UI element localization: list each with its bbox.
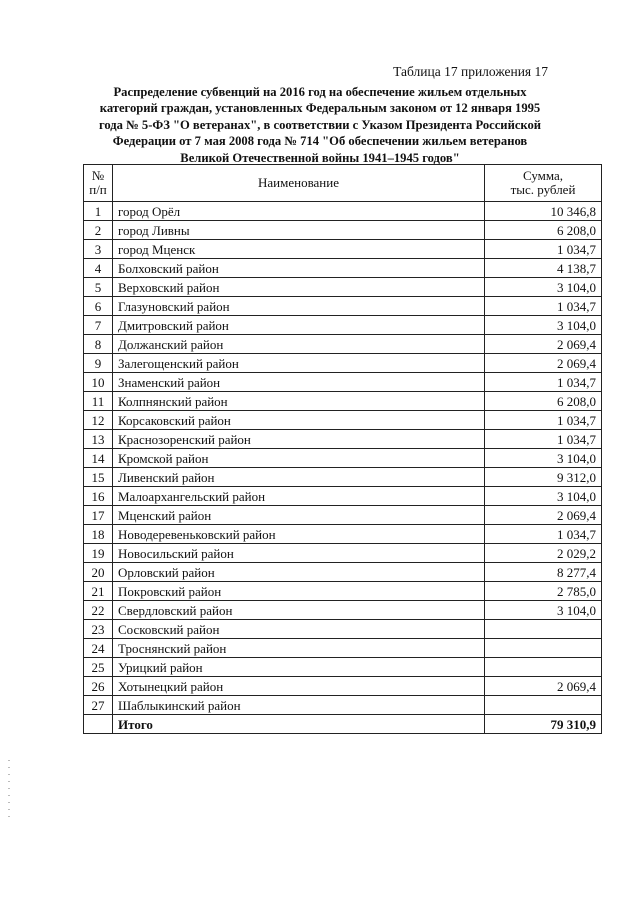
row-sum — [485, 639, 602, 658]
row-number: 23 — [84, 620, 113, 639]
table-row — [84, 202, 602, 221]
row-sum — [485, 658, 602, 677]
row-number: 26 — [84, 677, 113, 696]
table-row — [84, 373, 602, 392]
row-sum: 4 138,7 — [485, 259, 602, 278]
row-sum — [485, 696, 602, 715]
table-row — [84, 430, 602, 449]
table-row — [84, 468, 602, 487]
row-name: Дмитровский район — [113, 316, 485, 335]
table-row — [84, 525, 602, 544]
row-sum: 3 104,0 — [485, 449, 602, 468]
row-name: Хотынецкий район — [113, 677, 485, 696]
table-row — [84, 582, 602, 601]
row-number: 19 — [84, 544, 113, 563]
row-number: 6 — [84, 297, 113, 316]
table-row — [84, 601, 602, 620]
row-name: Верховский район — [113, 278, 485, 297]
row-name: Урицкий район — [113, 658, 485, 677]
total-row — [84, 715, 602, 734]
row-name: Новосильский район — [113, 544, 485, 563]
row-name: город Ливны — [113, 221, 485, 240]
table-row — [84, 506, 602, 525]
row-number: 22 — [84, 601, 113, 620]
row-number: 13 — [84, 430, 113, 449]
row-sum: 6 208,0 — [485, 221, 602, 240]
table-row — [84, 658, 602, 677]
table-row — [84, 487, 602, 506]
row-number: 14 — [84, 449, 113, 468]
row-sum: 2 069,4 — [485, 506, 602, 525]
table-row — [84, 316, 602, 335]
table-row — [84, 696, 602, 715]
row-sum: 3 104,0 — [485, 487, 602, 506]
row-sum: 1 034,7 — [485, 430, 602, 449]
row-name: Должанский район — [113, 335, 485, 354]
table-row — [84, 221, 602, 240]
row-name: город Мценск — [113, 240, 485, 259]
row-sum: 2 069,4 — [485, 354, 602, 373]
table-row — [84, 639, 602, 658]
row-number: 12 — [84, 411, 113, 430]
header-name: Наименование — [113, 165, 485, 202]
row-number: 10 — [84, 373, 113, 392]
row-name: Мценский район — [113, 506, 485, 525]
table-row — [84, 620, 602, 639]
row-name: город Орёл — [113, 202, 485, 221]
table-header-row — [84, 165, 602, 202]
row-number: 5 — [84, 278, 113, 297]
row-sum: 1 034,7 — [485, 373, 602, 392]
row-number: 17 — [84, 506, 113, 525]
row-sum — [485, 620, 602, 639]
total-sum: 79 310,9 — [485, 715, 602, 734]
total-label: Итого — [113, 715, 485, 734]
row-name: Корсаковский район — [113, 411, 485, 430]
row-name: Шаблыкинский район — [113, 696, 485, 715]
row-name: Сосковский район — [113, 620, 485, 639]
table-row — [84, 278, 602, 297]
row-name: Новодеревеньковский район — [113, 525, 485, 544]
table-row — [84, 677, 602, 696]
table-row — [84, 240, 602, 259]
row-name: Колпнянский район — [113, 392, 485, 411]
row-number: 4 — [84, 259, 113, 278]
table-row — [84, 563, 602, 582]
row-name: Краснозоренский район — [113, 430, 485, 449]
row-sum: 9 312,0 — [485, 468, 602, 487]
table-row — [84, 544, 602, 563]
row-number: 8 — [84, 335, 113, 354]
row-name: Свердловский район — [113, 601, 485, 620]
subsidy-table — [83, 164, 602, 734]
row-name: Знаменский район — [113, 373, 485, 392]
row-number: 1 — [84, 202, 113, 221]
row-number: 18 — [84, 525, 113, 544]
row-sum: 2 069,4 — [485, 335, 602, 354]
row-sum: 6 208,0 — [485, 392, 602, 411]
row-number: 15 — [84, 468, 113, 487]
header-sum: Сумма, тыс. рублей — [485, 165, 602, 202]
row-number: 9 — [84, 354, 113, 373]
row-name: Глазуновский район — [113, 297, 485, 316]
row-sum: 1 034,7 — [485, 240, 602, 259]
row-name: Троснянский район — [113, 639, 485, 658]
row-sum: 3 104,0 — [485, 278, 602, 297]
table-row — [84, 297, 602, 316]
row-name: Ливенский район — [113, 468, 485, 487]
row-sum: 2 785,0 — [485, 582, 602, 601]
row-number: 16 — [84, 487, 113, 506]
table-row — [84, 354, 602, 373]
row-sum: 1 034,7 — [485, 525, 602, 544]
row-sum: 1 034,7 — [485, 411, 602, 430]
row-name: Покровский район — [113, 582, 485, 601]
row-name: Малоархангельский район — [113, 487, 485, 506]
row-name: Орловский район — [113, 563, 485, 582]
row-number: 24 — [84, 639, 113, 658]
row-number: 27 — [84, 696, 113, 715]
document-title: Распределение субвенций на 2016 год на обеспечение жильем отдельных категорий граждан, установленных Федеральным законом от 12 января 1995 года № 5-ФЗ "О ветеранах", в соответствии с Указом Президента Российской Федерации от 7 мая 2008 года № 714 "Об обеспечении жильем ветеранов Великой Отечественной войны 1941–1945 годов" — [98, 85, 542, 165]
row-number: 11 — [84, 392, 113, 411]
table-body — [84, 202, 602, 715]
margin-mark — [8, 760, 10, 820]
row-number: 25 — [84, 658, 113, 677]
row-name: Кромской район — [113, 449, 485, 468]
table-row — [84, 411, 602, 430]
table-row — [84, 335, 602, 354]
row-number: 21 — [84, 582, 113, 601]
row-name: Болховский район — [113, 259, 485, 278]
row-sum: 8 277,4 — [485, 563, 602, 582]
table-row — [84, 392, 602, 411]
row-sum: 3 104,0 — [485, 316, 602, 335]
header-number: № п/п — [84, 165, 113, 202]
total-number-cell — [84, 715, 113, 734]
row-name: Залегощенский район — [113, 354, 485, 373]
table-row — [84, 259, 602, 278]
appendix-reference: Таблица 17 приложения 17 — [393, 64, 548, 79]
row-number: 3 — [84, 240, 113, 259]
table-row — [84, 449, 602, 468]
row-sum: 2 029,2 — [485, 544, 602, 563]
row-number: 20 — [84, 563, 113, 582]
row-sum: 10 346,8 — [485, 202, 602, 221]
row-number: 7 — [84, 316, 113, 335]
row-sum: 3 104,0 — [485, 601, 602, 620]
row-sum: 1 034,7 — [485, 297, 602, 316]
row-number: 2 — [84, 221, 113, 240]
row-sum: 2 069,4 — [485, 677, 602, 696]
